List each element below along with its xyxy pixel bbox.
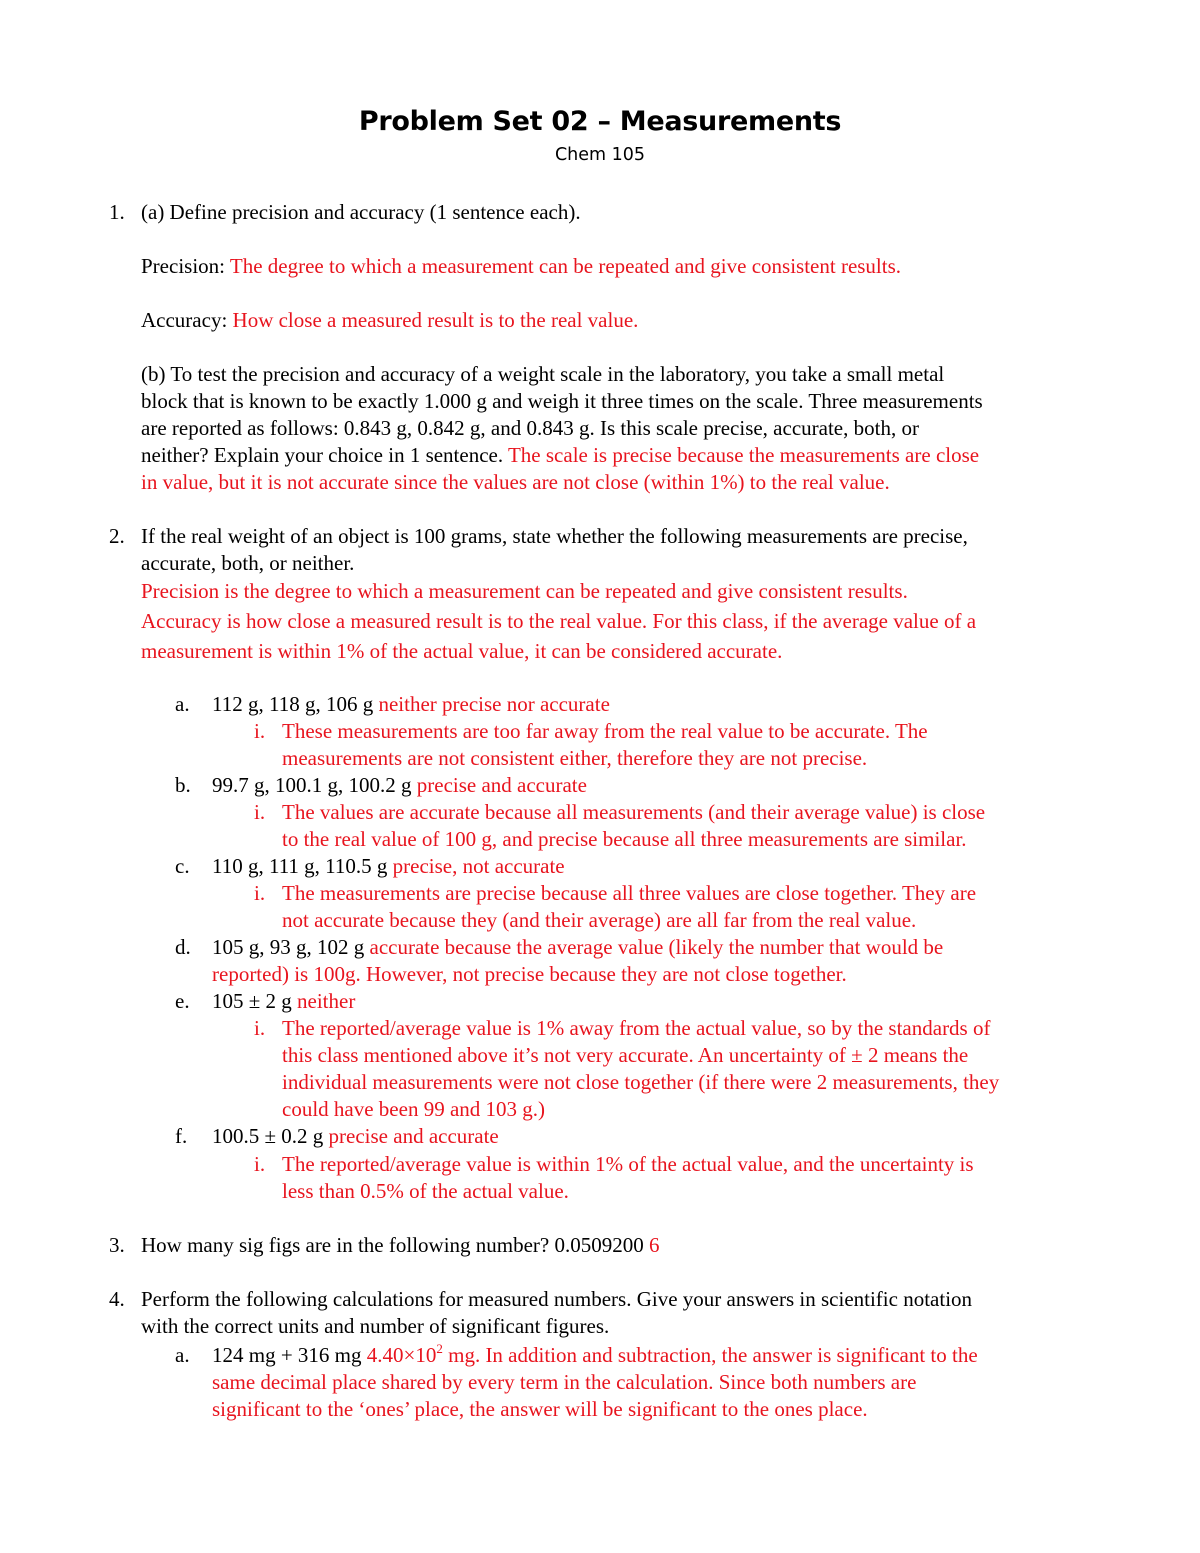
q2-subitem-label: i.: [254, 800, 266, 824]
q2-item-values: 99.7 g, 100.1 g, 100.2 g: [212, 773, 417, 797]
q1-part-a: (a) Define precision and accuracy (1 sentence each).: [141, 200, 581, 224]
q2-item-letter: e.: [175, 989, 190, 1013]
q2-subitem-line: less than 0.5% of the actual value.: [282, 1179, 569, 1203]
q2-item-letter: d.: [175, 935, 191, 959]
q2-subitem-label: i.: [254, 1152, 266, 1176]
q1-accuracy-label: Accuracy:: [141, 308, 233, 332]
q2-subitem-line: individual measurements were not close together (if there were 2 measurements, they: [282, 1070, 1000, 1094]
q4-answer: [367, 1343, 978, 1367]
q2-subitem-label: i.: [254, 1016, 266, 1040]
q2-number: 2.: [109, 524, 125, 548]
q2-item-values: 110 g, 111 g, 110.5 g: [212, 854, 393, 878]
q2-subitem-line: The reported/average value is 1% away from the actual value, so by the standards of: [282, 1016, 991, 1040]
page-title: Problem Set 02 – Measurements: [358, 106, 842, 137]
q4-number: 4.: [109, 1287, 125, 1311]
page-subtitle: Chem 105: [554, 145, 646, 165]
q2-item-verdict-line: reported) is 100g. However, not precise because they are not close together.: [212, 962, 847, 986]
q1-part-b-line: are reported as follows: 0.843 g, 0.842 g, and 0.843 g. Is this scale precise, accurate, both, or: [141, 416, 919, 440]
q4-answer-line: significant to the ‘ones’ place, the answer will be significant to the ones place.: [212, 1397, 868, 1421]
q1-number: 1.: [109, 200, 125, 224]
q4-expression: 124 mg + 316 mg: [212, 1343, 367, 1367]
q2-subitem-line: These measurements are too far away from the real value to be accurate. The: [282, 719, 928, 743]
q2-item-values: 100.5 ± 0.2 g: [212, 1124, 329, 1148]
q2-subitem-label: i.: [254, 719, 266, 743]
q2-item-letter: b.: [175, 773, 191, 797]
q2-subitem-line: could have been 99 and 103 g.): [282, 1097, 546, 1121]
q3-question: [141, 1232, 660, 1259]
q4-answer-line: same decimal place shared by every term in the calculation. Since both numbers are: [212, 1370, 917, 1394]
q2-item-verdict: accurate because the average value (likely the number that would be: [369, 935, 944, 959]
q2-item: [212, 691, 610, 718]
q4-answer-mantissa: 4.40×10: [366, 1343, 437, 1367]
q2-item-values: 105 g, 93 g, 102 g: [212, 935, 370, 959]
q2-subitem-line: to the real value of 100 g, and precise because all three measurements are similar.: [282, 827, 967, 851]
q2-item: [212, 1123, 499, 1150]
q3-number: 3.: [109, 1233, 125, 1257]
q2-item: [212, 853, 565, 880]
q4-answer-rest: mg. In addition and subtraction, the answer is significant to the: [442, 1343, 978, 1367]
q3-answer: 6: [649, 1233, 660, 1257]
q2-subitem-line: not accurate because they (and their average) are all far from the real value.: [282, 908, 917, 932]
q2-item: [212, 772, 587, 799]
q2-item: [212, 934, 943, 961]
q2-subitem-line: The measurements are precise because all three values are close together. They are: [282, 881, 977, 905]
q2-subitem-label: i.: [254, 881, 266, 905]
q4-item-letter: a.: [175, 1343, 190, 1367]
q2-answer-line: measurement is within 1% of the actual value, it can be considered accurate.: [141, 639, 783, 663]
q1-part-b-answer: The scale is precise because the measurements are close: [507, 443, 980, 467]
q4-question-line: Perform the following calculations for measured numbers. Give your answers in scientific notation: [141, 1287, 973, 1311]
q1-part-b-line: (b) To test the precision and accuracy of a weight scale in the laboratory, you take a small metal: [141, 362, 945, 386]
q2-subitem-line: The reported/average value is within 1% of the actual value, and the uncertainty is: [282, 1152, 974, 1176]
q2-subitem-line: The values are accurate because all measurements (and their average value) is close: [282, 800, 986, 824]
q2-item-verdict: precise and accurate: [328, 1124, 499, 1148]
q2-item-verdict: neither precise nor accurate: [378, 692, 610, 716]
q1-part-b-answer: in value, but it is not accurate since the values are not close (within 1%) to the real value.: [141, 470, 890, 494]
q4-question-line: with the correct units and number of significant figures.: [141, 1314, 610, 1338]
q2-item-values: 112 g, 118 g, 106 g: [212, 692, 379, 716]
q2-item-verdict: precise, not accurate: [392, 854, 565, 878]
q2-item: [212, 988, 355, 1015]
q1-accuracy: [141, 307, 638, 334]
q1-precision-label: Precision:: [141, 254, 230, 278]
q2-answer-line: Precision is the degree to which a measurement can be repeated and give consistent results.: [141, 579, 908, 603]
q2-answer-line: Accuracy is how close a measured result is to the real value. For this class, if the average value of a: [141, 609, 977, 633]
q1-part-b-question-end: neither? Explain your choice in 1 sentence.: [141, 443, 508, 467]
q1-precision-answer: The degree to which a measurement can be repeated and give consistent results.: [229, 254, 902, 278]
q3-question-text: How many sig figs are in the following number? 0.0509200: [141, 1233, 649, 1257]
q2-item-letter: f.: [175, 1124, 188, 1148]
q2-question-line: accurate, both, or neither.: [141, 551, 355, 575]
q2-item-values: 105 ± 2 g: [212, 989, 298, 1013]
q2-subitem-line: this class mentioned above it’s not very accurate. An uncertainty of ± 2 means the: [282, 1043, 969, 1067]
q2-item-letter: a.: [175, 692, 190, 716]
q1-part-b-line: block that is known to be exactly 1.000 g and weigh it three times on the scale. Three measurements: [141, 389, 983, 413]
q4-item-a: [212, 1342, 978, 1369]
q2-item-verdict: neither: [297, 989, 356, 1013]
q2-question-line: If the real weight of an object is 100 grams, state whether the following measurements are precise,: [141, 524, 968, 548]
q1-part-b-line: [141, 442, 979, 469]
q2-subitem-line: measurements are not consistent either, therefore they are not precise.: [282, 746, 868, 770]
q2-item-verdict: precise and accurate: [416, 773, 587, 797]
q4-answer-exponent: 2: [436, 1341, 443, 1356]
q1-precision: [141, 253, 901, 280]
q2-item-letter: c.: [175, 854, 190, 878]
q1-accuracy-answer: How close a measured result is to the real value.: [232, 308, 639, 332]
